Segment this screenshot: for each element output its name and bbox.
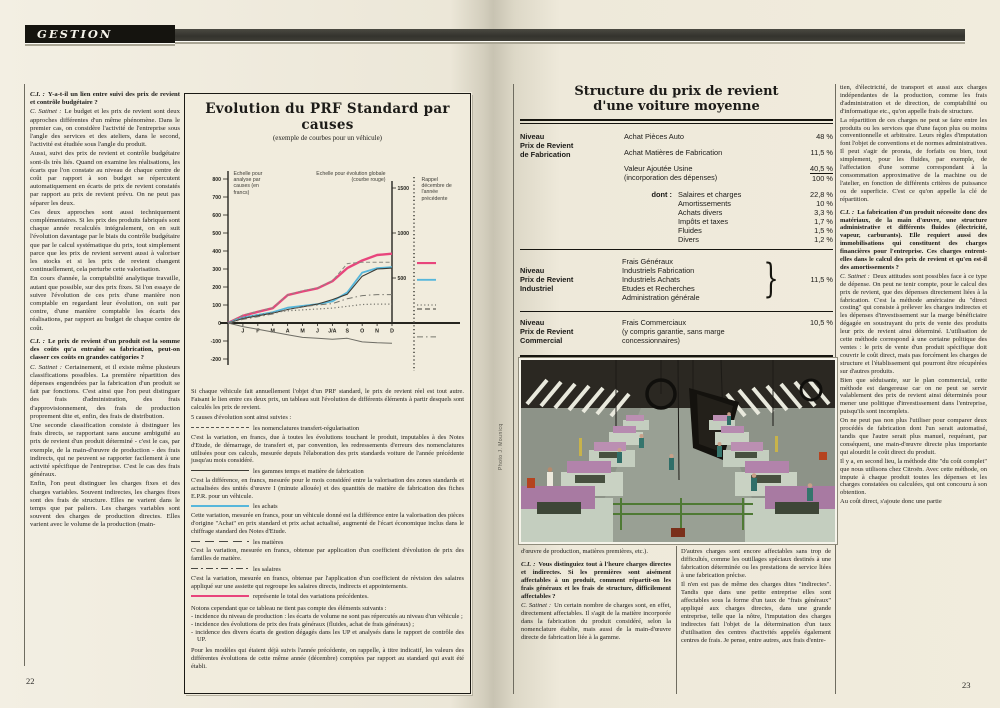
chart-title: Evolution du PRF Standard par causes xyxy=(205,101,450,133)
row-value: 1,2 % xyxy=(814,235,833,244)
chart-intro-text: Si chaque véhicule fait annuellement l'objet d'un PRF standard, le prix de revient réel est tout autre. Faisant le lien entre ces deux prix, un tableau suit l'évolution de différents éléments à partir desquels sont calculés les prix de revient. xyxy=(191,388,464,411)
legend-description: C'est la variation, en francs, due à toutes les évolutions touchant le produit, imputables à des Notes d'Etude, de démarrage, de transfert et, par convention, les redressements d'erreurs des nomenclatures utilisées pour ces calculs, mesurée depuis l'élaboration des prix standards voiture de l'année précédente jusqu'au mois considéré. xyxy=(191,433,464,465)
row-label: Amortissements xyxy=(678,199,731,208)
row-label: Impôts et taxes xyxy=(678,217,729,226)
table-row-valeur-ajoutee: Valeur Ajoutée Usine (incorporation des dépenses) 40,5 % 100 % xyxy=(624,163,833,183)
table-section-commercial: Niveau Prix de Revient Commercial Frais Commerciaux (y compris garantie, sans marge concessionnaires) 10,5 % xyxy=(520,318,833,345)
commercial-value: 10,5 % xyxy=(809,318,833,327)
paragraph-text: d'œuvre de production, matières premières, etc.). xyxy=(521,548,648,555)
rappel-axis-label: Rappel décembre de l'année précédente xyxy=(421,177,452,202)
paragraph-text: Le prix de revient d'un produit est la somme des coûts qu'a entraîné sa fabrication, peut-on classer ces coûts en grandes catégories ? xyxy=(30,337,180,362)
table-row xyxy=(678,190,833,199)
svg-text:S: S xyxy=(344,328,349,335)
svg-text:200: 200 xyxy=(211,284,221,291)
table-row: Achat Pièces Auto 48 % xyxy=(624,131,833,141)
svg-text:N: N xyxy=(374,328,379,335)
speaker-prefix: C. Satinet : xyxy=(840,272,870,280)
chart-note-bullet: - incidence du niveau de production : les écarts de volume ne sont pas répercutés au niveau d'un véhicule ; xyxy=(191,612,463,620)
paragraph-text: D'autres charges sont encore affectables sans trop de difficultés, comme les outillages spéciaux destinés à une fabrication déterminée ou les prestations de service liées à une fabrication précise. xyxy=(681,548,831,579)
paragraph-text: En cours d'année, la comptabilité analytique travaille, autant que possible, sur des prix fixes. Si l'on essaye de suivre l'évolution de ces prix d'une manière non comptable en regardant leur évolution, on suit par contre, d'une manière comptable les écarts des réalisations, par rapport au budget de chaque centre de coût. xyxy=(30,275,180,332)
chart-subtitle: (exemple de courbes pour un véhicule) xyxy=(272,134,383,142)
paragraph xyxy=(681,548,831,580)
legend-line-sample xyxy=(191,504,249,507)
row-value: 1,5 % xyxy=(814,226,833,235)
chart-causes-line: 5 causes d'évolution sont ainsi suivies : xyxy=(191,414,292,422)
table-item: Industriels Fabrication xyxy=(622,265,695,275)
svg-text:J/A: J/A xyxy=(327,328,336,335)
speaker-prefix: C.I. : xyxy=(840,208,855,216)
table-dont-block xyxy=(624,190,833,244)
paragraph-text: Certainement, et il existe même plusieurs classifications possibles. La première répartition des dépenses engendrées par la fabrication d'un produit se fait par fonctions. C'est ainsi que l'on peut distinguer des frais d'administration, des frais d'approvisionnement, des frais de production proprement dite et, enfin, des frais de distribution. xyxy=(30,363,180,420)
paragraph-text: Enfin, l'on peut distinguer les charges fixes et des charges variables. Souvent indirectes, les charges fixes sont des frais de structure. Elles ne varient dans le temps que par paliers. Les charges variables sont souvent des charges de production directes. Elles varient avec le volume de la production (main- xyxy=(30,480,180,529)
row-label: Fluides xyxy=(678,226,702,235)
right-page-column-a xyxy=(521,548,671,694)
chart-notes-intro: Notons cependant que ce tableau ne tient pas compte des éléments suivants : xyxy=(191,605,387,613)
paragraph xyxy=(840,209,987,272)
paragraph xyxy=(840,84,987,116)
table-item: Etudes et Recherches xyxy=(622,283,695,293)
svg-text:700: 700 xyxy=(211,194,221,201)
paragraph-text: Aussi, suivi des prix de revient et contrôle budgétaire sont-ils très liés. Quand on examine les réalisations, les écarts que l'on constate au niveau de chaque centre de coût par rapport à son budget se répercutent automatiquement en écarts de prix de revient constatés par rapport au prix de revient prévu. On ne peut pas séparer les deux. xyxy=(30,150,180,207)
svg-text:600: 600 xyxy=(211,212,221,219)
left-page-text-column xyxy=(30,86,180,666)
cost-structure-table xyxy=(520,84,833,360)
paragraph xyxy=(30,422,180,479)
paragraph-text: Il n'en est pas de même des charges dites "indirectes". Tandis que dans une petite entreprise elles sont affectables sous la forme d'un taux de "frais généraux" appliqué aux charges directes, dans une grande entreprise, telle que la nôtre, l'imputation des charges indirectes fait l'objet de la détermination d'un taux d'utilisation des centres d'activités appelés également centres de frais. Je pense, entre autres, aux frais d'entre- xyxy=(681,581,831,644)
paragraph xyxy=(681,581,831,645)
row-value: 3,3 % xyxy=(814,208,833,217)
svg-text:500: 500 xyxy=(211,230,221,237)
chart-panel xyxy=(184,93,471,694)
table-section-fabrication xyxy=(520,124,833,245)
chart-legend xyxy=(191,425,464,601)
paragraph-text: tien, d'électricité, de transport et aussi aux charges indépendantes de la production, comme les frais d'administration et de direction, de comptabilité ou d'informatique etc., qu'on appelle frais de structure. xyxy=(840,84,987,115)
chart-legend-entry xyxy=(191,503,464,535)
page-number-right: 23 xyxy=(962,680,971,690)
legend-label: les achats xyxy=(253,503,278,511)
legend-label: les nomenclatures transfert-régularisation xyxy=(253,425,360,433)
svg-text:J: J xyxy=(240,328,244,335)
dont-rows xyxy=(678,190,833,244)
legend-description: C'est la variation, mesurée en francs, obtenue par application d'un coefficient d'évolution de prix des familles de matière. xyxy=(191,547,464,563)
table-row xyxy=(678,199,833,208)
paragraph-text: On ne peut pas non plus l'utiliser pour comparer deux procédés de fabrication dont l'un serait automatisé, tandis que l'autre serait plus manuel, requérant, par conséquent, une main-d'œuvre directe plus importante qui alourdit le coût direct du produit. xyxy=(840,417,987,456)
right-axis-label: Echelle pour évolution globale (courbe rouge) xyxy=(316,171,386,184)
paragraph-text: Une seconde classification consiste à distinguer les frais directs, se rapportant sans aucune ambiguïté au prix de revient d'un produit déterminé - c'est le cas, par exemple, de la main-d'œuvre de production - des frais indirects, qui ne peuvent se rapporter facilement à une activité spécifique de l'entreprise. C'est le cas des frais généraux. xyxy=(30,421,180,479)
row-value: 10 % xyxy=(816,199,833,208)
svg-text:1000: 1000 xyxy=(397,230,409,237)
legend-line-sample xyxy=(191,594,249,597)
speaker-prefix: C.I. : xyxy=(30,337,45,345)
table-row: Achat Matières de Fabrication 11,5 % xyxy=(624,147,833,157)
page-number-left: 22 xyxy=(26,676,35,686)
right-page-column-b xyxy=(681,548,831,694)
paragraph xyxy=(840,273,987,376)
chart-footer-note: Pour les modèles qui étaient déjà suivis l'année précédente, on rappelle, à titre indicatif, les valeurs des différentes évolutions de cette même année (décembre) comptées par rapport au standard qui avait été établi. xyxy=(191,647,464,670)
row-label: Divers xyxy=(678,235,699,244)
chart-note-bullet: - incidence des divers écarts de gestion dégagés dans les UP et analysés dans le rapport de contrôle des UP. xyxy=(191,628,464,644)
row-value: 1,7 % xyxy=(814,217,833,226)
svg-text:0: 0 xyxy=(217,320,221,327)
paragraph xyxy=(840,417,987,457)
chart-legend-entry xyxy=(191,566,464,590)
row-label: Achats divers xyxy=(678,208,723,217)
svg-text:400: 400 xyxy=(211,248,221,255)
chart-notes-list xyxy=(191,613,464,644)
svg-text:1500: 1500 xyxy=(397,185,409,192)
svg-text:500: 500 xyxy=(397,275,406,282)
industriel-items xyxy=(622,257,757,302)
chart-legend-entry xyxy=(191,468,464,500)
paragraph-text: Au coût direct, s'ajoute donc une partie xyxy=(840,498,942,506)
column-rule-rightpage-mid xyxy=(676,546,677,694)
svg-text:300: 300 xyxy=(211,266,221,273)
legend-description: C'est la variation, mesurée en francs, obtenue par l'application d'un coefficient de révision des salaires appliqué sur une assiette qui regroupe les salaires directs, indirects et appointements. xyxy=(191,574,464,590)
table-item: Frais Généraux xyxy=(622,256,673,266)
row-label: Salaires et charges xyxy=(678,190,742,199)
section-banner xyxy=(25,25,175,44)
row-value: 22,8 % xyxy=(809,190,833,199)
factory-photo-illustration xyxy=(521,360,835,542)
paragraph-text: Un certain nombre de charges sont, en effet, directement affectables. Il s'agit de la matière incorporée dans la fabrication du produit considéré, selon la nomenclature établie, mais aussi de la main-d'œuvre directe de fabrication liée à la gamme. xyxy=(521,602,671,641)
chart-legend-entry xyxy=(191,425,464,465)
dont-label: dont : xyxy=(651,190,672,199)
table-row xyxy=(678,217,833,226)
level-label: Niveau Prix de Revient de Fabrication xyxy=(520,131,574,159)
svg-text:M: M xyxy=(270,328,275,335)
column-rule-rightpage-left xyxy=(513,84,514,694)
paragraph xyxy=(521,602,671,642)
svg-text:F: F xyxy=(255,328,259,335)
legend-line-sample xyxy=(191,426,249,429)
column-rule-left xyxy=(24,84,25,666)
speaker-prefix: C. Satinet : xyxy=(30,363,62,371)
section-label: GESTION xyxy=(37,27,113,41)
paragraph-text: Bien que séduisante, sur le plan commercial, cette méthode est dangereuse car on ne peut se servir valablement des prix de revient ainsi déterminés pour mener une politique d'investissement dans l'entreprise, puisqu'ils sont incomplets. xyxy=(840,376,987,416)
paragraph-text: Il y a, en second lieu, la méthode dite "du coût complet" que nous utilisons chez Citroën. Avec cette méthode, on impute à chaque produit toutes les dépenses et les charges constatées ou calculées, qui ont concouru à son obtention. xyxy=(840,457,987,497)
svg-text:D: D xyxy=(389,328,394,335)
legend-line-sample xyxy=(191,469,249,472)
left-axis-label: Echelle pour analyse par causes (en francs) xyxy=(233,171,263,196)
chart-legend-entry xyxy=(191,593,464,601)
brace-glyph: } xyxy=(763,256,779,302)
legend-label: les salaires xyxy=(253,565,281,573)
svg-text:800: 800 xyxy=(211,176,221,183)
table-row xyxy=(678,226,833,235)
legend-label: les matières xyxy=(253,538,284,546)
paragraph xyxy=(521,561,671,601)
paragraph xyxy=(30,150,180,207)
svg-text:-200: -200 xyxy=(210,356,221,363)
svg-text:100: 100 xyxy=(211,302,221,309)
legend-description: C'est la différence, en francs, mesurée pour le mois considéré entre la valorisation des zones standards et actualisées des unités d'œuvre I (minute allouée) et des quantités de matière de fabrication des fiches E.P.R. pour un véhicule. xyxy=(191,476,464,500)
paragraph-text: Le budget et les prix de revient sont deux approches différentes d'un même phénomène. Dans le premier cas, on considère l'activité de l'entreprise sous l'angle des services et des ateliers, dans le second, l'activité est étudiée sous l'angle du produit. xyxy=(30,108,180,149)
speaker-prefix: C. Satinet : xyxy=(30,108,62,116)
table-title-line2: d'une voiture moyenne xyxy=(593,99,760,114)
paragraph-text: Deux attitudes sont possibles face à ce type de dépense. On peut ne tenir compte, pour le calcul des prix de revient, que des dépenses directement liées à la fabrication. C'est la méthode américaine du "direct costing" qui consiste à prélever les charges indirectes et les dépenses d'investissement sur la marge bénéficiaire dégagée en soustrayant du prix de vente des produits leur prix de revient ainsi déterminé. L'utilisation de cette méthode correspond à une certaine politique des ventes : le prix de vente d'un produit spécifique doit couvrir le coût direct, mais pas forcément les charges de structure et l'établissement qui pourront être récupérées sur d'autres produits. xyxy=(840,272,987,375)
speaker-prefix: C. Satinet : xyxy=(521,602,552,609)
chart-note-bullet: - incidence des évolutions de prix des frais généraux (fluides, achat de frais généraux) ; xyxy=(191,620,415,628)
paragraph xyxy=(840,498,987,506)
industriel-value: 11,5 % xyxy=(810,274,833,284)
photo-credit: Photo J. Mounicq xyxy=(498,423,504,470)
svg-text:J: J xyxy=(315,328,319,335)
table-row xyxy=(678,208,833,217)
legend-line-sample xyxy=(191,567,249,570)
svg-text:-100: -100 xyxy=(210,338,221,345)
paragraph xyxy=(30,338,180,363)
table-item: Industriels Achats xyxy=(622,274,680,284)
speaker-prefix: C.I. : xyxy=(30,91,45,98)
paragraph xyxy=(30,91,180,107)
chart-legend-entry xyxy=(191,539,464,563)
table-section-industriel: Niveau Prix de Revient Industriel Frais Généraux Industriels Fabrication Industriels Achats Etudes et Recherches Administration générale } 11,5 % xyxy=(520,256,833,302)
paragraph-text: La répartition de ces charges ne peut se faire entre les produits ou les services que d'une façon plus ou moins conventionnelle et arbitraire. Leurs règles d'imputation font l'objet de conventions et de normes administratives. Il peut s'agir de prorata, de forfaits ou bien, tout simplement, pour les fluides, par exemple, de l'affectation d'une somme correspondant à la consommation approximative de la machine ou de l'atelier, en fonction de différents critères de puissance ou de superficie. C'est ce qu'on appelle la clé de répartition. xyxy=(840,116,987,203)
right-page-column-c xyxy=(840,84,987,696)
legend-line-sample xyxy=(191,540,249,543)
paragraph-text: Y-a-t-il un lien entre suivi des prix de revient et contrôle budgétaire ? xyxy=(30,91,180,107)
legend-label: représente le total des variations précédentes. xyxy=(253,593,369,601)
table-row xyxy=(678,235,833,244)
table-item: Administration générale xyxy=(622,292,700,302)
paragraph-text: Vous distinguiez tout à l'heure charges directes et indirectes. Si les premières sont aisément affectables à un produit, comment répartit-on les frais généraux et les frais de structure, difficilement affectables ? xyxy=(521,561,671,600)
svg-text:O: O xyxy=(359,328,364,335)
paragraph xyxy=(840,117,987,204)
svg-text:A: A xyxy=(285,328,290,335)
paragraph xyxy=(840,458,987,498)
paragraph-text: La fabrication d'un produit nécessite donc des matériaux, de la main d'œuvre, une structure administrative et différents fluides (électricité, vapeur, carburants). Elle requiert aussi des immobilisations qui constituent des charges financières pour l'entreprise. Ces charges entrent-elles dans le calcul des prix de revient et qu'en est-il des amortissements ? xyxy=(840,208,987,271)
chart-area xyxy=(192,145,464,385)
paragraph xyxy=(30,275,180,332)
paragraph xyxy=(30,480,180,529)
paragraph xyxy=(30,108,180,149)
paragraph xyxy=(30,209,180,275)
paragraph xyxy=(30,364,180,421)
legend-label: les gammes temps et matière de fabrication xyxy=(253,468,364,476)
speaker-prefix: C.I. : xyxy=(521,561,536,568)
paragraph-text: Ces deux approches sont aussi techniquement complémentaires. Si les prix des produits fabriqués sont chaque année recalculés intégralement, on en suit l'évolution davantage par le biais du contrôle budgétaire que par le calcul systématique du prix, tout simplement parce que les prix de revient servent aussi à valoriser les stocks et si les prix de revient changent continuellement, cela perturbe cette valorisation. xyxy=(30,208,180,274)
paragraph xyxy=(521,548,671,556)
paragraph xyxy=(840,377,987,417)
table-title-line1: Structure du prix de revient xyxy=(574,84,779,99)
legend-description: Cette variation, mesurée en francs, pour un véhicule donné est la différence entre la valorisation des pièces d'origine "Achat" en prix standard et prix achat actualisé, augmenté de l'écart économique inclus dans le chiffrage standard des Notes d'Etude. xyxy=(191,512,464,535)
factory-photo xyxy=(519,358,837,544)
svg-text:M: M xyxy=(299,328,305,335)
